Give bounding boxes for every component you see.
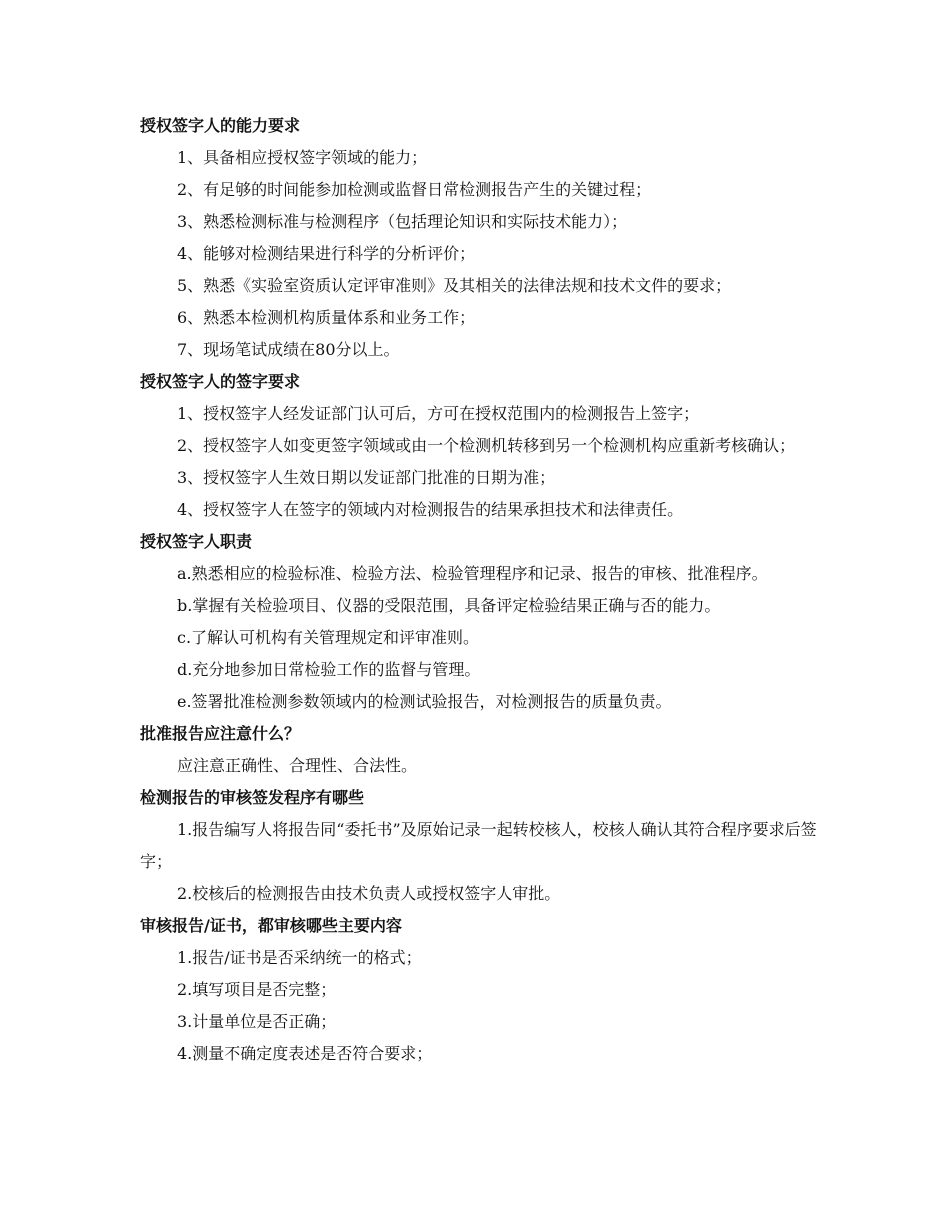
paragraph: 1、授权签字人经发证部门认可后，方可在授权范围内的检测报告上签字； [177, 404, 700, 423]
paragraph: 4、授权签字人在签字的领域内对检测报告的结果承担技术和法律责任。 [177, 500, 684, 519]
paragraph: b.掌握有关检验项目、仪器的受限范围，具备评定检验结果正确与否的能力。 [177, 596, 721, 615]
section-heading: 授权签字人职责 [140, 532, 253, 551]
section-signing-requirements [140, 366, 820, 526]
paragraph: 1.报告编写人将报告同“委托书”及原始记录一起转校核人，校核人确认其符合程序要求后签字； [140, 820, 817, 871]
section-capability-requirements [140, 110, 820, 366]
paragraph: e.签署批准检测参数领域内的检测试验报告，对检测报告的质量负责。 [177, 692, 672, 711]
paragraph: 应注意正确性、合理性、合法性。 [177, 756, 418, 775]
document-page [140, 110, 820, 1070]
section-review-issue-procedure [140, 782, 820, 910]
paragraph: 1、具备相应授权签字领域的能力； [177, 148, 428, 167]
section-heading: 授权签字人的签字要求 [140, 372, 301, 391]
section-heading: 批准报告应注意什么？ [140, 724, 301, 743]
paragraph: 1.报告/证书是否采纳统一的格式； [177, 948, 422, 967]
paragraph: 4、能够对检测结果进行科学的分析评价； [177, 244, 476, 263]
paragraph: c.了解认可机构有关管理规定和评审准则。 [177, 628, 480, 647]
paragraph: 2、授权签字人如变更签字领域或由一个检测机转移到另一个检测机构应重新考核确认； [177, 436, 796, 455]
paragraph: 6、熟悉本检测机构质量体系和业务工作； [177, 308, 476, 327]
section-heading: 授权签字人的能力要求 [140, 116, 301, 135]
section-heading: 审核报告/证书，都审核哪些主要内容 [140, 916, 402, 935]
paragraph: d.充分地参加日常检验工作的监督与管理。 [177, 660, 481, 679]
paragraph: 3.计量单位是否正确； [177, 1012, 337, 1031]
paragraph: a.熟悉相应的检验标准、检验方法、检验管理程序和记录、报告的审核、批准程序。 [177, 564, 768, 583]
paragraph: 2.填写项目是否完整； [177, 980, 337, 999]
paragraph: 7、现场笔试成绩在80分以上。 [177, 340, 400, 359]
paragraph: 4.测量不确定度表述是否符合要求； [177, 1044, 433, 1063]
section-heading: 检测报告的审核签发程序有哪些 [140, 788, 365, 807]
paragraph: 5、熟悉《实验室资质认定评审准则》及其相关的法律法规和技术文件的要求； [177, 276, 732, 295]
paragraph: 2、有足够的时间能参加检测或监督日常检测报告产生的关键过程； [177, 180, 652, 199]
section-approval-notes [140, 718, 820, 782]
paragraph: 3、授权签字人生效日期以发证部门批准的日期为准； [177, 468, 556, 487]
section-responsibilities [140, 526, 820, 718]
section-review-contents [140, 910, 820, 1070]
paragraph: 2.校核后的检测报告由技术负责人或授权签字人审批。 [177, 884, 561, 903]
paragraph: 3、熟悉检测标准与检测程序（包括理论知识和实际技术能力）； [177, 212, 628, 231]
